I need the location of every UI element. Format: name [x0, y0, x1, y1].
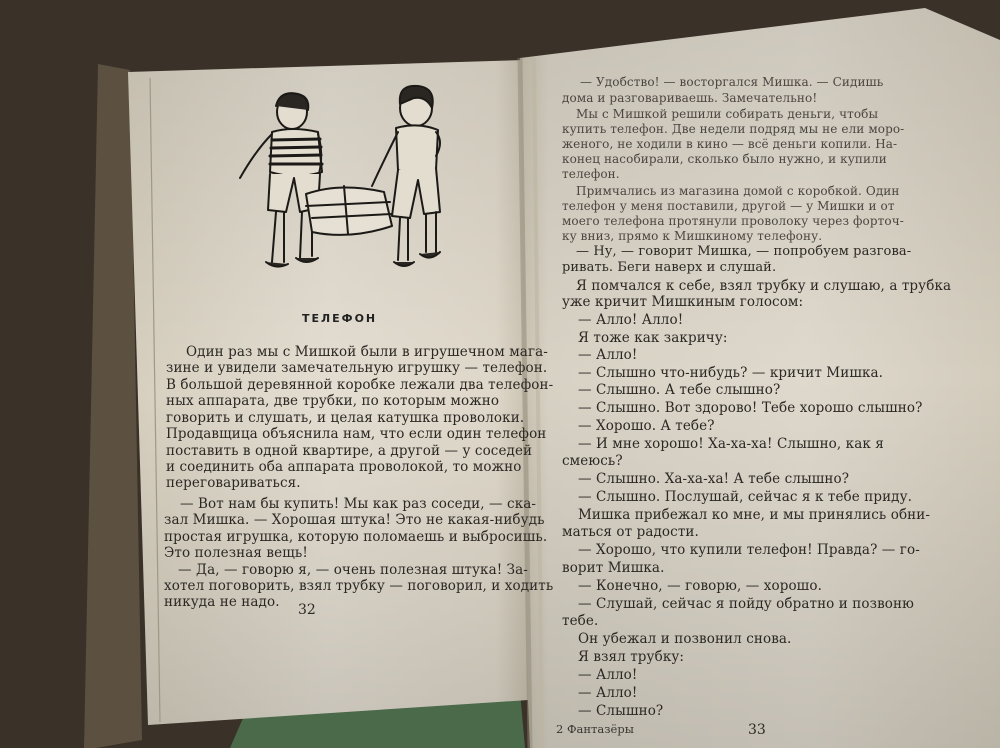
right-text-line: — Ну, — говорит Мишка, — попробуем разгова- — [576, 244, 912, 259]
right-text-line: — Слышно. Ха-ха-ха! А тебе слышно? — [578, 471, 850, 487]
right-text-line: купить телефон. Две недели подряд мы не ели моро- — [562, 122, 905, 136]
right-text-line: — Слышно? — [578, 703, 664, 719]
right-text-line: — Алло! Алло! — [578, 312, 684, 328]
right-text-line: Примчались из магазина домой с коробкой. Один — [576, 184, 900, 198]
right-text-line: тебе. — [562, 613, 599, 629]
right-text-line: Я помчался к себе, взял трубку и слушаю, а трубка — [576, 278, 952, 294]
right-text-line: моего телефона протянули проволоку через форточ- — [562, 214, 904, 228]
right-text-line: Я тоже как закричу: — [578, 330, 728, 346]
right-text-line: телефон у меня поставили, другой — у Мишки и от — [562, 199, 895, 213]
left-text-line: переговариваться. — [166, 475, 301, 491]
right-text-line: — Алло! — [578, 667, 638, 683]
right-text-line: — Алло! — [578, 347, 638, 363]
right-text-line: Он убежал и позвонил снова. — [578, 631, 792, 647]
right-text-line: — Хорошо, что купили телефон! Правда? — го- — [578, 542, 920, 558]
left-text-line: простая игрушка, которую поломаешь и выбросишь. — [164, 529, 548, 545]
left-text-line: — Вот нам бы купить! Мы как раз соседи, — ска- — [180, 496, 537, 512]
right-text-line: маться от радости. — [562, 524, 699, 540]
right-text-line: — Слышно что-нибудь? — кричит Мишка. — [578, 365, 884, 381]
left-text-line: ных аппарата, две трубки, по которым можно — [166, 393, 500, 409]
signature-mark: 2 Фантазёры — [556, 722, 634, 736]
left-text-line: поставить в одной квартире, а другой — у соседей — [166, 443, 533, 459]
left-text-line: зал Мишка. — Хорошая штука! Это не какая-нибудь — [164, 512, 545, 528]
left-text-line: Продавщица объяснила нам, что если один телефон — [166, 426, 547, 442]
right-text-line: Мишка прибежал ко мне, и мы принялись обни- — [578, 507, 931, 523]
chapter-title: ТЕЛЕФОН — [302, 312, 378, 325]
right-text-line: ворит Мишка. — [562, 560, 665, 576]
right-text-line: — Хорошо. А тебе? — [578, 418, 715, 434]
left-text-line: и соединить оба аппарата проволокой, то можно — [166, 459, 522, 475]
left-text-line: хотел поговорить, взял трубку — поговорил, и ходить — [164, 578, 554, 594]
left-text-line: Это полезная вещь! — [164, 545, 308, 561]
right-text-line: телефон. — [562, 167, 620, 181]
right-text-line: ку вниз, прямо к Мишкиному телефону. — [562, 229, 823, 243]
right-text-line: — Слушай, сейчас я пойду обратно и позвоню — [578, 596, 914, 612]
left-text-line: зине и увидели замечательную игрушку — телефон. — [166, 360, 548, 376]
page-number-left: 32 — [298, 602, 316, 618]
right-text-line: ривать. Беги наверх и слушай. — [562, 260, 777, 275]
right-text-line: — Алло! — [578, 685, 638, 701]
left-text-line: — Да, — говорю я, — очень полезная штука! За- — [178, 562, 528, 578]
right-text-line: уже кричит Мишкиным голосом: — [562, 294, 804, 310]
right-text-line: конец насобирали, сколько было нужно, и купили — [562, 152, 887, 166]
left-text-line: никуда не надо. — [164, 594, 280, 610]
right-text-line: Я взял трубку: — [578, 649, 685, 665]
right-text-line: смеюсь? — [562, 453, 623, 469]
right-text-line: — Слышно. Вот здорово! Тебе хорошо слышно? — [578, 400, 923, 416]
page-number-right: 33 — [748, 722, 766, 738]
left-text-line: В большой деревянной коробке лежали два телефон- — [166, 377, 554, 393]
right-text-line: — Слышно. А тебе слышно? — [578, 382, 781, 398]
right-text-line: женого, не ходили в кино — всё деньги копили. На- — [562, 137, 898, 151]
right-text-line: — И мне хорошо! Ха-ха-ха! Слышно, как я — [578, 436, 884, 452]
left-text-line: говорить и слушать, и целая катушка проволоки. — [166, 410, 525, 426]
right-text-line: Мы с Мишкой решили собирать деньги, чтобы — [576, 107, 879, 121]
right-text-line: — Конечно, — говорю, — хорошо. — [578, 578, 822, 594]
right-text-line: — Слышно. Послушай, сейчас я к тебе приду. — [578, 489, 913, 505]
right-text-line: — Удобство! — восторгался Мишка. — Сидишь — [580, 75, 884, 89]
left-text-line: Один раз мы с Мишкой были в игрушечном мага- — [186, 344, 548, 360]
right-text-line: дома и разговариваешь. Замечательно! — [562, 91, 818, 105]
